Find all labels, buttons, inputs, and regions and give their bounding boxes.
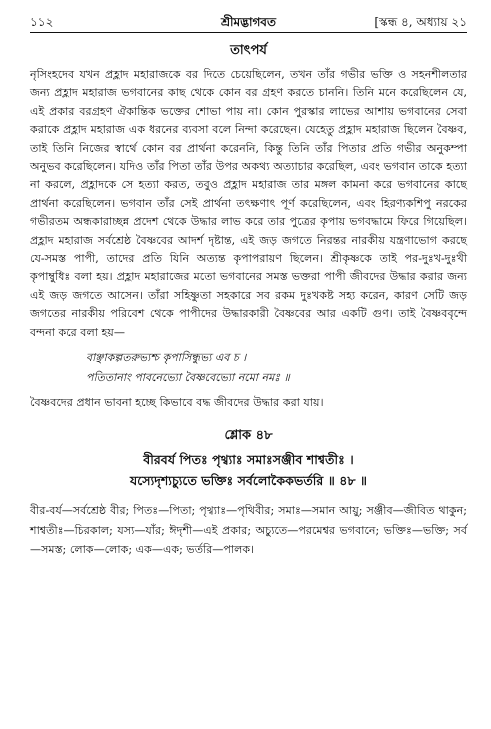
verse-line-1: বীরবর্য পিতঃ পৃথ্ব্যাঃ সমাঃসঞ্জীব শাশ্বতীঃ । <box>143 452 354 468</box>
purport-paragraph: নৃসিংহদেব যখন প্রহ্লাদ মহারাজকে বর দিতে চেয়েছিলেন, তখন তাঁর গভীর ভক্তি ও সহনশীলতার জন্য প্রহ্লাদ মহারাজ ভগবানের কাছ থেকে কোন বর গ্রহণ করতে চাননি। তিনি মনে করেছিলেন যে, এই প্রকার বরগ্রহণ ঐকান্তিক ভক্তের শোভা পায় না। কোন পুরস্কার লাভের আশায় ভগবানের সেবা করাকে প্রহ্লাদ মহারাজ এক ধরনের ব্যবসা বলে নিন্দা করেছেন। যেহেতু প্রহ্লাদ মহারাজ ছিলেন বৈষ্ণব, তাই তিনি নিজের স্বার্থে কোন বর প্রার্থনা করেননি, কিন্তু তিনি তাঁর পিতার প্রতি গভীর অনুকম্পা অনুভব করেছিলেন। যদিও তাঁর পিতা তাঁর উপর অকথ্য অত্যাচার করেছিল, এবং ভগবান তাকে হত্যা না করলে, প্রহ্লাদকে সে হত্যা করত, তবুও প্রহ্লাদ মহারাজ তার মঙ্গল কামনা করে ভগবানের কাছে প্রার্থনা করেছিলেন। ভগবান তাঁর সেই প্রার্থনা তৎক্ষণাৎ পূর্ণ করেছিলেন, এবং হিরণ্যকশিপু নরকের গভীরতম অন্ধকারাচ্ছন্ন প্রদেশ থেকে উদ্ধার লাভ করে তার পুত্রের কৃপায় ভগবদ্ধামে ফিরে গিয়েছিল। প্রহ্লাদ মহারাজ সর্বশ্রেষ্ঠ বৈষ্ণবের আদর্শ দৃষ্টান্ত, এই জড় জগতে নিরন্তর নারকীয় যন্ত্রণাভোগ করছে যে-সমস্ত পাপী, তাদের প্রতি যিনি অত্যন্ত কৃপাপরায়ণ ছিলেন। শ্রীকৃষ্ণকে তাই পর-দুঃখ-দুঃখী কৃপাম্বুধিঃ বলা হয়। প্রহ্লাদ মহারাজের মতো ভগবানের সমস্ত ভক্তরা পাপী জীবদের উদ্ধার করার জন্য এই জড় জগতে আসেন। তাঁরা সহিষ্ণুতা সহকারে সব রকম দুঃখকষ্ট সহ্য করেন, কারণ সেটি জড় জগতের নারকীয় পরিবেশ থেকে পাপীদের উদ্ধারকারী বৈষ্ণবের আর একটি গুণ। তাই বৈষ্ণববৃন্দে বন্দনা করে বলা হয়— <box>30 68 467 339</box>
book-title: শ্রীমদ্ভাগবত <box>220 15 276 29</box>
chapter-reference: [স্কন্ধ ৪, অধ্যায় ২১ <box>374 15 467 29</box>
verse-line-2: যস্যেদৃশ্যচ্যুতে ভক্তিঃ সর্বলোকৈকভর্তরি ॥ ৪৮ ॥ <box>129 473 368 489</box>
purport-title: তাৎপর্য <box>230 43 267 58</box>
page-number: ১১২ <box>30 15 54 29</box>
page-header <box>30 10 467 32</box>
quote-line-2: পতিতানাং পাবনেভ্যো বৈষ্ণবেভ্যো নমো নমঃ ॥ <box>86 371 290 385</box>
quote-line-1: বাঞ্ছাকল্পতরুভ্যশ্চ কৃপাসিন্ধুভ্য এব চ । <box>86 351 247 365</box>
sanskrit-quote <box>86 348 467 388</box>
verse-title: শ্লোক ৪৮ <box>224 428 273 444</box>
purport-conclusion: বৈষ্ণবদের প্রধান ভাবনা হচ্ছে কিভাবে বদ্ধ জীবদের উদ্ধার করা যায়। <box>30 396 324 410</box>
word-synonyms: বীর-বর্য—সর্বশ্রেষ্ঠ বীর; পিতঃ—পিতা; পৃথ্ব্যাঃ—পৃথিবীর; সমাঃ—সমান আয়ু; সঞ্জীব—জীবিত থাকুন; শাশ্বতীঃ—চিরকাল; যস্য—যাঁর; ঈদৃশী—এই প্রকার; অচ্যুতে—পরমেশ্বর ভগবানে; ভক্তিঃ—ভক্তি; সর্ব—সমস্ত; লোক—লোক; এক—এক; ভর্তরি—পালক। <box>30 504 467 557</box>
